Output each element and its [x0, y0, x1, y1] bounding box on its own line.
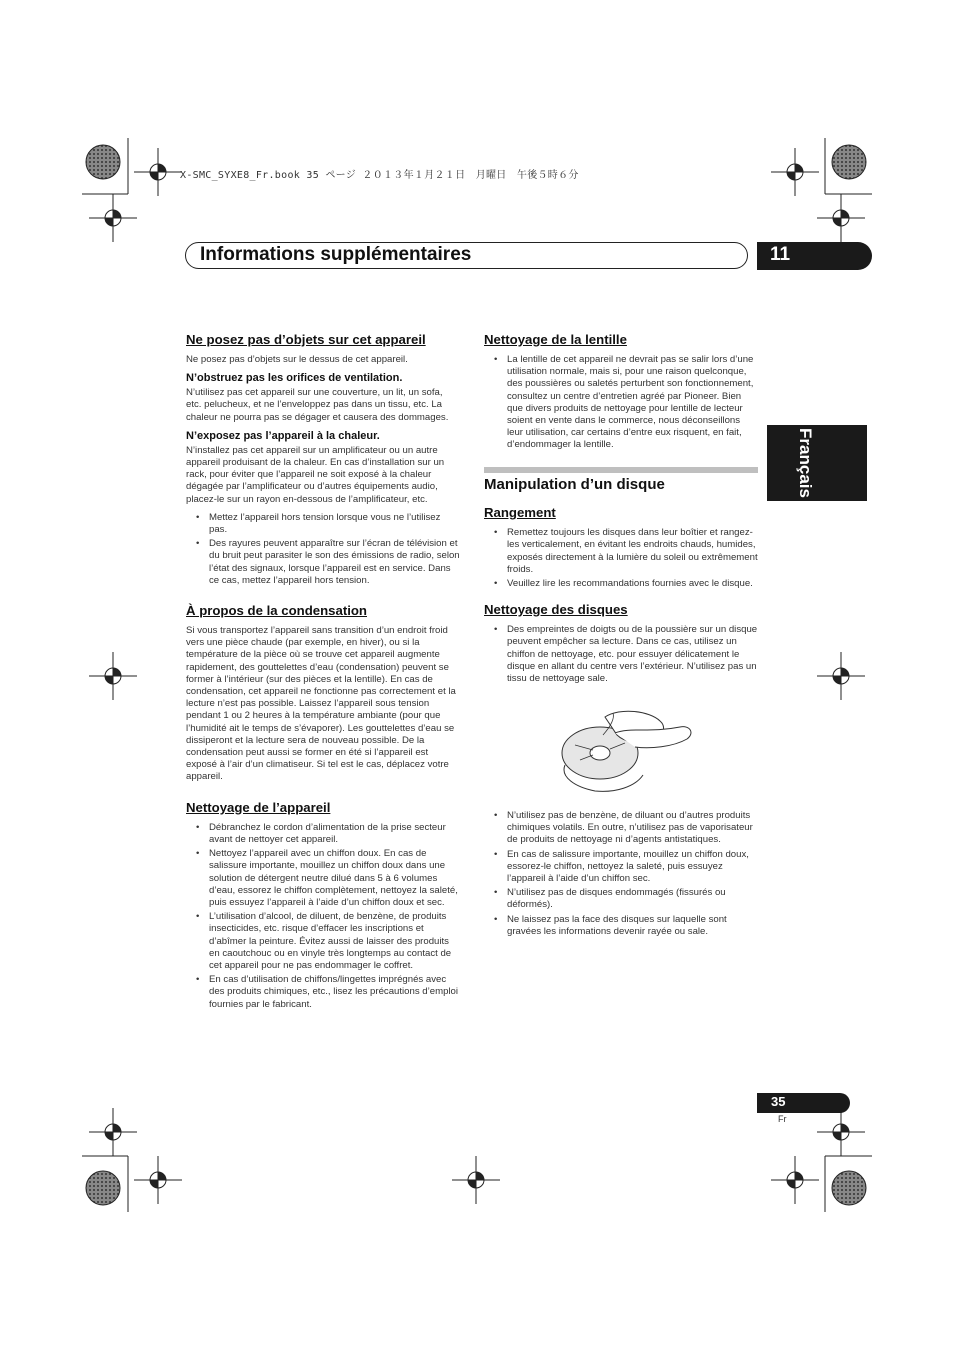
- page-number-badge: [757, 1093, 850, 1113]
- main-heading: Manipulation d’un disque: [484, 476, 665, 493]
- section-heading: Nettoyage de l’appareil: [186, 799, 331, 815]
- section-divider: [484, 467, 758, 473]
- list-item: • En cas de salissure importante, mouillez un chiffon doux, essorez-le chiffon, nettoyez la saleté, puis essuyez l’appareil à l’aide d’un chiffon sec.: [484, 849, 758, 886]
- list-item: • N’utilisez pas de benzène, de diluant ou d’autres produits chimiques volatils. En outre, n’utilisez pas de vaporisateur de produits de nettoyage ni d’agents antistatiques.: [484, 810, 758, 847]
- language-tab: [767, 425, 867, 501]
- left-column: [186, 332, 460, 1017]
- disc-cleaning-illustration: [555, 705, 705, 795]
- list-item: • Nettoyez l’appareil avec un chiffon doux. En cas de salissure importante, mouillez un chiffon doux dans une solution de détergent neutre dilué dans 5 à 6 volumes d’eau, essorez le chiffon complètement, nettoyez la saleté, puis essuyez l’appareil à l’aide d’un chiffon doux et sec.: [186, 848, 460, 909]
- chapter-badge: [757, 242, 872, 270]
- page-language-code: Fr: [778, 1114, 787, 1124]
- list-item: • En cas d’utilisation de chiffons/lingettes imprégnés avec des produits chimiques, etc., lisez les précautions d’emploi fournies par le fabricant.: [186, 974, 460, 1011]
- subheading: N’obstruez pas les orifices de ventilation.: [186, 372, 403, 385]
- paragraph: Si vous transportez l’appareil sans transition d’un endroit froid vers une pièce chaude (par exemple, en hiver), ou si la température de la pièce où se trouve cet appareil augmente rapidement, des gouttelettes d’eau (condensation) peuvent se former à l’intérieur (sur des pièces et la lentille). En cas de condensation, cet appareil ne fonctionne pas correctement et la lecture n’est pas possible. Laissez l’appareil sous tension pendant 1 ou 2 heures à la température ambiante (pour que l’humidité ait le temps de s’évaporer). Les gouttelettes d’eau se dissiperont et la lecture sera de nouveau possible. De la condensation peut aussi se former en été si l’appareil est exposé à l’air d’un climatiseur. Si tel est le cas, déplacez votre appareil.: [186, 625, 456, 783]
- bullet-list: [186, 512, 460, 587]
- list-item: • Débranchez le cordon d’alimentation de la prise secteur avant de nettoyer cet appareil.: [186, 822, 460, 846]
- paragraph: N’utilisez pas cet appareil sur une couverture, un lit, un sofa, etc. pelucheux, et ne l’enveloppez pas dans un tissu, etc. La chaleur ne pourra pas se dégager et causera des dommages.: [186, 387, 449, 423]
- section-heading: Ne posez pas d’objets sur cet appareil: [186, 332, 426, 347]
- list-item: • N’utilisez pas de disques endommagés (fissurés ou déformés).: [484, 887, 758, 911]
- chapter-title-bar: [185, 242, 748, 269]
- chapter-number: 11: [770, 244, 791, 265]
- bullet-list: [186, 822, 460, 1011]
- list-item: • Remettez toujours les disques dans leur boîtier et rangez-les verticalement, en évitant les endroits chauds, humides, exposés directement à la lumière du soleil ou extrêmement froids.: [484, 527, 758, 576]
- subheading: N’exposez pas l’appareil à la chaleur.: [186, 429, 380, 442]
- language-tab-label: Français: [796, 428, 815, 498]
- right-column-bottom: [484, 810, 758, 944]
- section-heading: Nettoyage des disques: [484, 602, 628, 618]
- section-heading: Rangement: [484, 505, 556, 521]
- page-title: Informations supplémentaires: [200, 244, 472, 265]
- section-heading: À propos de la condensation: [186, 603, 367, 619]
- right-column-top: [484, 332, 758, 458]
- bullet-list: [484, 810, 758, 938]
- list-item: • Des rayures peuvent apparaître sur l’écran de télévision et du bruit peut parasiter le son des émissions de radio, selon l’état des signaux, lorsque l’appareil est en service. Dans ce cas, mettez l’appareil hors tension.: [186, 538, 460, 587]
- list-item: • L’utilisation d’alcool, de diluent, de benzène, de produits insecticides, etc. risque d’effacer les inscriptions et d’abîmer la peinture. Évitez aussi de laisser des produits en caoutchouc ou en vinyle très longtemps au contact de cet appareil pour ne pas endommager le coffret.: [186, 911, 460, 972]
- list-item: • Ne laissez pas la face des disques sur laquelle sont gravées les informations devenir rayée ou sale.: [484, 914, 758, 938]
- section-heading: Nettoyage de la lentille: [484, 332, 627, 347]
- paragraph: N’installez pas cet appareil sur un amplificateur ou un autre appareil produisant de la chaleur. En cas d’installation sur un rack, pour éviter que l’appareil ne soit exposé à la chaleur dégagée par l’amplificateur ou d’autres équipements audio, placez-le sur un rayon en-dessous de l’amplificateur, etc.: [186, 444, 445, 505]
- bullet-list: [484, 527, 758, 590]
- list-item: • La lentille de cet appareil ne devrait pas se salir lors d’une utilisation normale, mais si, pour une raison quelconque, des poussières ou saletés perturbent son fonctionnement, consultez un centre d’entretien agréé par Pioneer. Bien que divers produits de nettoyage pour lentille de lecteur soient en vente dans le commerce, nous déconseillons leur utilisation, car certains d’entre eux risquent, en fait, d’endommager la lentille.: [484, 354, 758, 452]
- bullet-list: [484, 354, 758, 452]
- paragraph: Ne posez pas d’objets sur le dessus de cet appareil.: [186, 354, 408, 365]
- list-item: • Mettez l’appareil hors tension lorsque vous ne l’utilisez pas.: [186, 512, 460, 536]
- print-info: X-SMC_SYXE8_Fr.book 35 ページ ２０１３年１月２１日 月曜日 午後５時６分: [180, 170, 579, 181]
- list-item: • Veuillez lire les recommandations fournies avec le disque.: [484, 578, 758, 590]
- right-column-main: [484, 476, 758, 691]
- bullet-list: [484, 624, 758, 685]
- list-item: • Des empreintes de doigts ou de la poussière sur un disque peuvent empêcher sa lecture. Dans ce cas, utilisez un chiffon de nettoyage, etc. pour essuyer délicatement le disque en allant du centre vers l’extérieur. N’utilisez pas un tissu de nettoyage sale.: [484, 624, 758, 685]
- page-number: 35: [771, 1094, 786, 1109]
